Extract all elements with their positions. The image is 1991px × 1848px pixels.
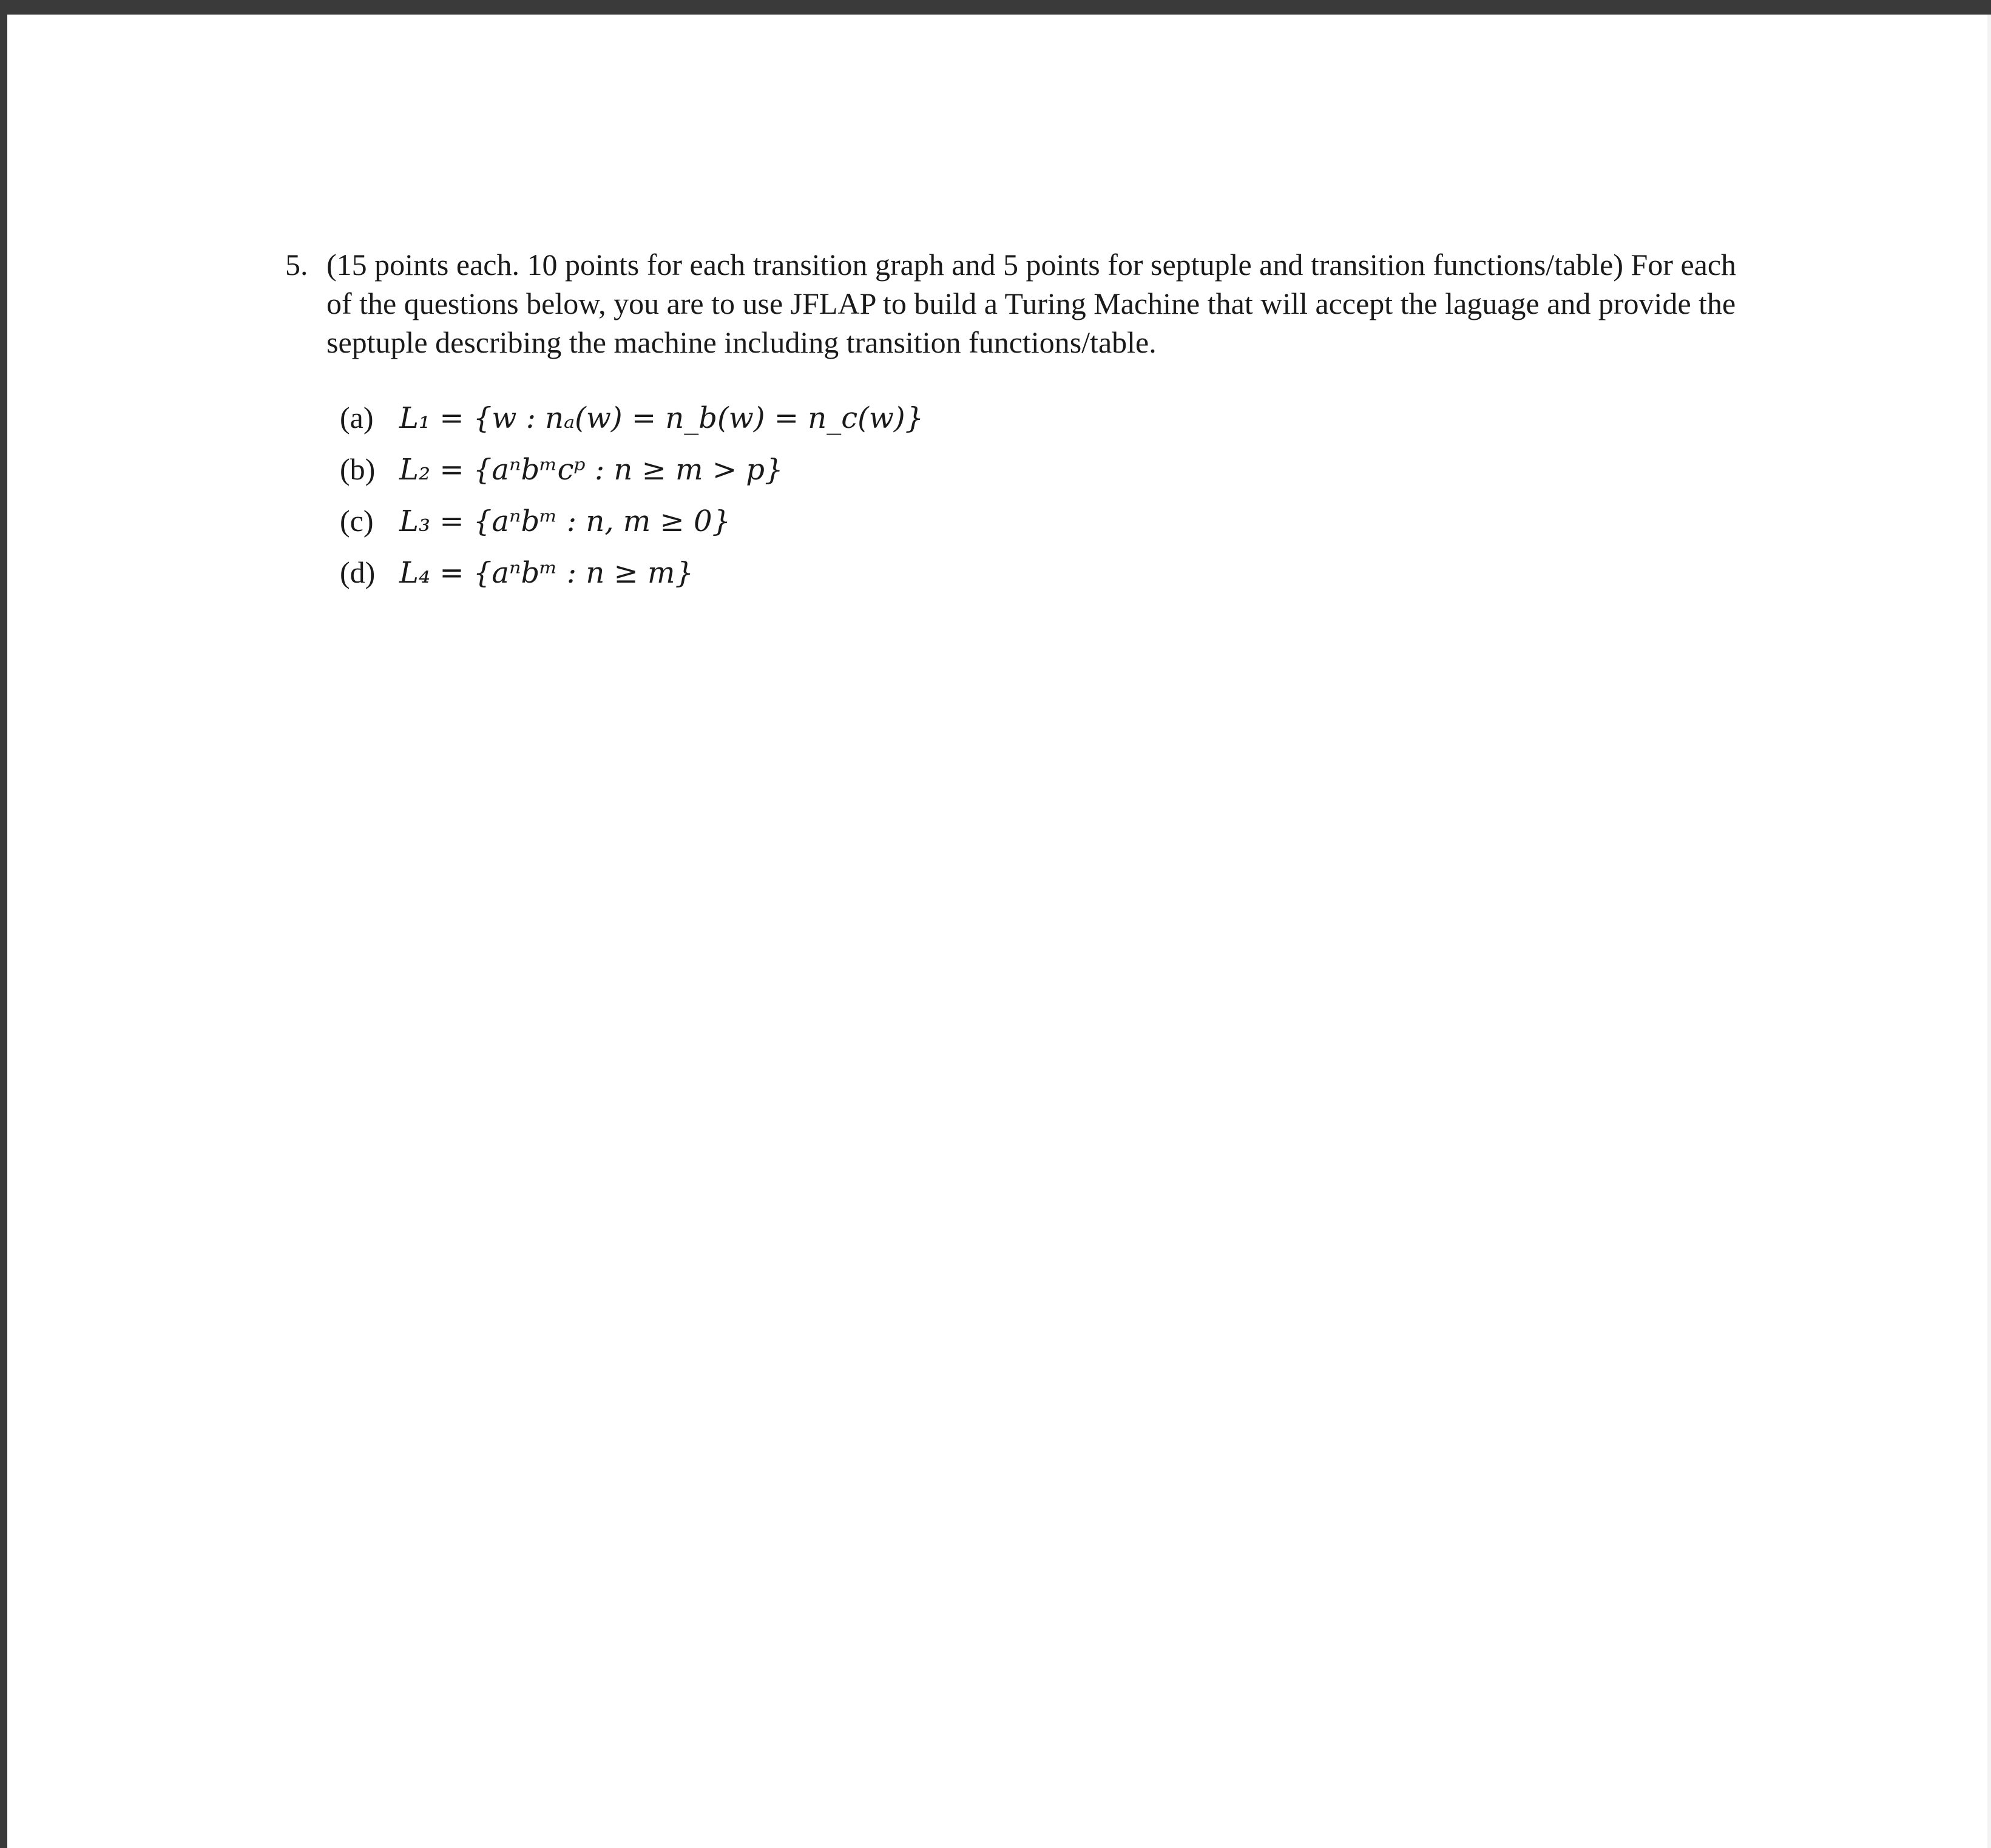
problem-number: 5. — [285, 248, 308, 282]
language-expression: L₂ = {aⁿbᵐcᵖ : n ≥ m > p} — [399, 453, 783, 487]
part-d — [340, 547, 1754, 598]
window-top-border — [0, 0, 1991, 15]
window-left-border — [0, 0, 7, 1848]
part-label: (c) — [340, 504, 374, 538]
part-a — [340, 392, 1754, 444]
language-expression: L₄ = {aⁿbᵐ : n ≥ m} — [399, 556, 694, 590]
language-expression: L₃ = {aⁿbᵐ : n, m ≥ 0} — [399, 504, 731, 538]
problem-5 — [285, 245, 1754, 598]
part-c — [340, 495, 1754, 547]
language-expression: L₁ = {w : nₐ(w) = n_b(w) = n_c(w)} — [399, 401, 924, 435]
part-label: (a) — [340, 401, 374, 435]
part-label: (b) — [340, 452, 376, 486]
part-b — [340, 444, 1754, 495]
document-page — [7, 15, 1987, 1848]
problem-parts-list — [285, 392, 1754, 598]
problem-statement — [285, 245, 1754, 362]
problem-text: (15 points each. 10 points for each transition graph and 5 points for septuple and transition functions/table) For each of the questions below, you are to use JFLAP to build a Turing Machine that will accept the laguage and provide the septuple describing the machine including transition functions/table. — [326, 248, 1737, 359]
part-label: (d) — [340, 555, 376, 589]
